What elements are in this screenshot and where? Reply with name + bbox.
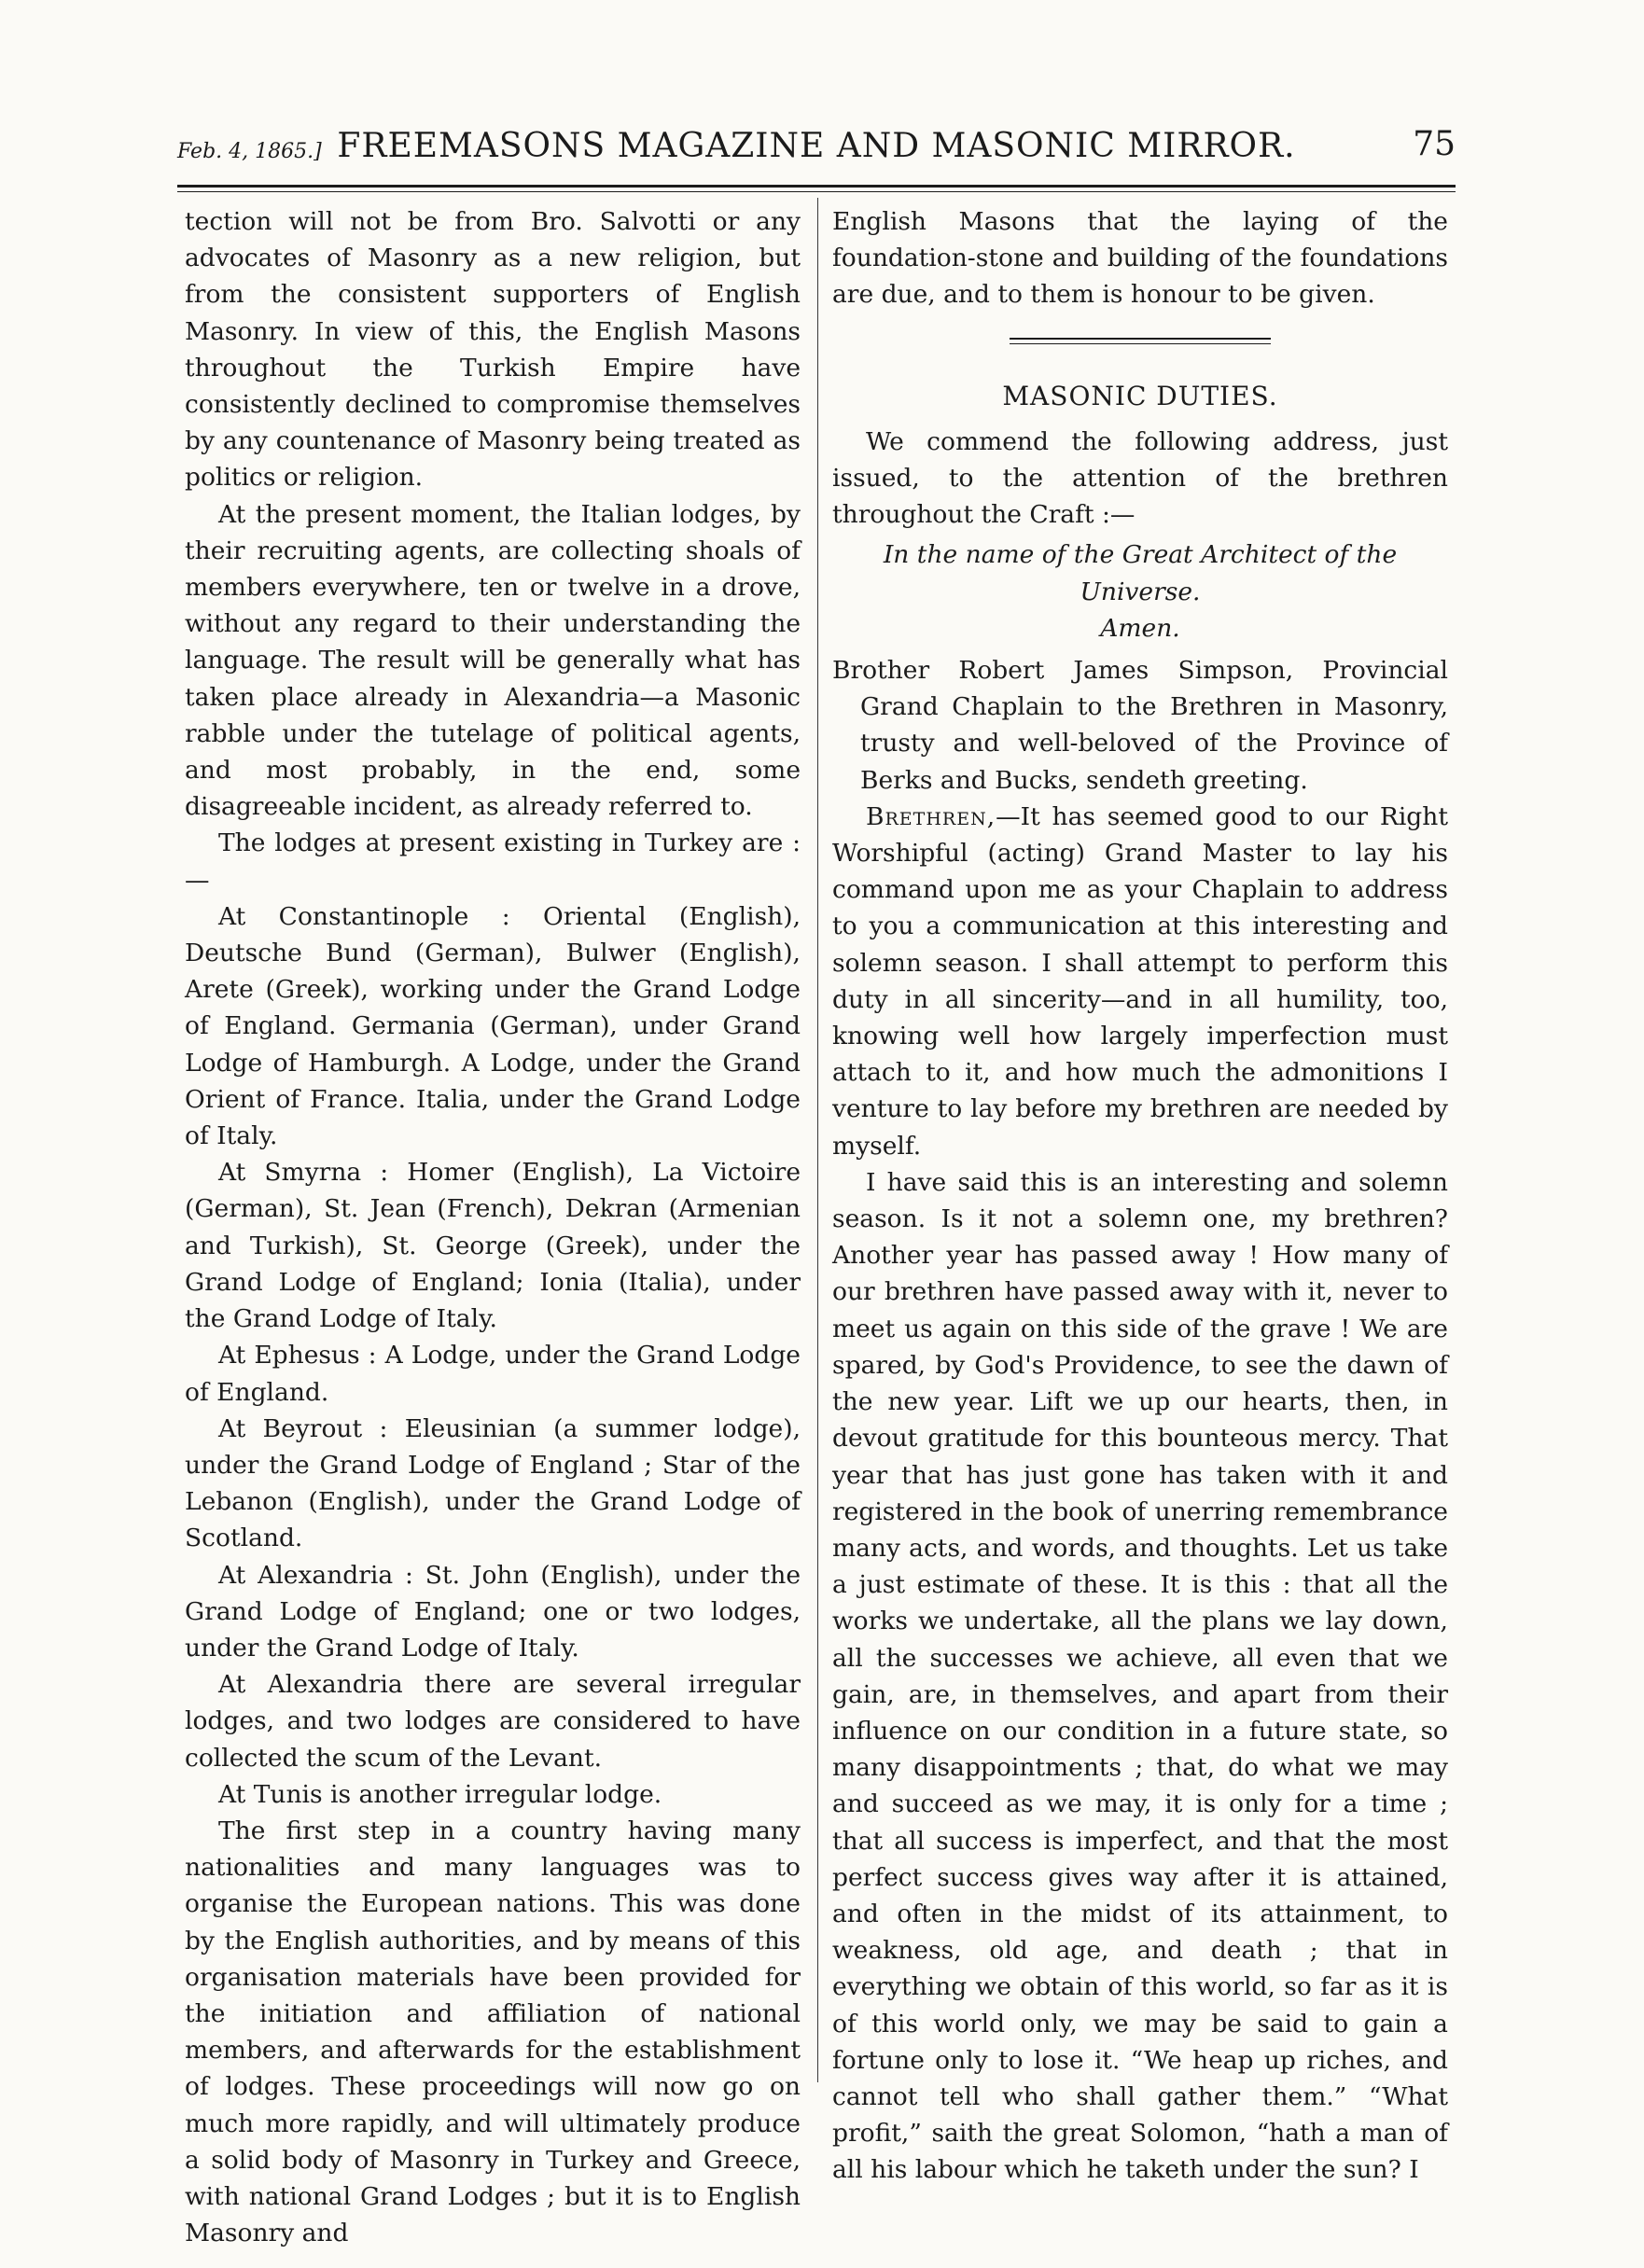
invocation xyxy=(832,536,1448,647)
paragraph: tection will not be from Bro. Salvotti or any advocates of Masonry as a new religion, but from the consistent supporters of English Masonry. In view of this, the English Masons throughout the Turkish Empire have consistently declined to compromise themselves by any countenance of Masonry being treated as politics or religion. xyxy=(185,207,801,493)
paragraph: At Tunis is another irregular lodge. xyxy=(218,1779,662,1809)
section-divider-rule xyxy=(1010,338,1271,344)
header-rule-thin xyxy=(177,191,1456,192)
left-column xyxy=(185,203,801,2251)
salutation: Brother Robert James Simpson, Provincial Grand Chaplain to the Brethren in Masonry, trusty and well-beloved of the Province of Berks and Bucks, sendeth greeting. xyxy=(832,656,1448,795)
paragraph: English Masons that the laying of the foundation-stone and building of the foundations are due, and to them is honour to be given. xyxy=(832,207,1448,310)
paragraph: The lodges at present existing in Turkey are :— xyxy=(185,828,801,895)
paragraph: At Ephesus : A Lodge, under the Grand Lodge of England. xyxy=(185,1341,801,1407)
paragraph: At Alexandria there are several irregular lodges, and two lodges are considered to have collected the scum of the Levant. xyxy=(185,1670,801,1773)
address-text: —It has seemed good to our Right Worshipful (acting) Grand Master to lay his command upon me as your Chaplain to address to you a communication at this interesting and solemn season. I shall attempt to perform this duty in all sincerity—and in all humility, too, knowing well how largely imperfection must attach to it, and how much the admonitions I venture to lay before my brethren are needed by myself. xyxy=(832,801,1448,1161)
section-title: MASONIC DUTIES. xyxy=(1002,380,1278,411)
column-divider xyxy=(817,198,818,2082)
issue-date: Feb. 4, 1865.] xyxy=(177,140,322,163)
magazine-title: FREEMASONS MAGAZINE AND MASONIC MIRROR. xyxy=(337,127,1296,165)
paragraph: At Constantinople : Oriental (English), Deutsche Bund (German), Bulwer (English), Arete (Greek), working under the Grand Lodge of England. Germania (German), under Grand Lodge of Hamburgh. A Lodge, under the Grand Orient of France. Italia, under the Grand Lodge of Italy. xyxy=(185,901,801,1151)
paragraph: At Alexandria : St. John (English), under the Grand Lodge of England; one or two lodges, under the Grand Lodge of Italy. xyxy=(185,1560,801,1663)
paragraph: At Beyrout : Eleusinian (a summer lodge), under the Grand Lodge of England ; Star of the Lebanon (English), under the Grand Lodge of Scotland. xyxy=(185,1413,801,1553)
page-header xyxy=(177,119,1456,175)
paragraph: The first step in a country having many nationalities and many languages was to organise the European nations. This was done by the English authorities, and by means of this organisation materials have been provided for the initiation and affiliation of national members, and afterwards for the establishment of lodges. These proceedings will now go on much more rapidly, and will ultimately produce a solid body of Masonry in Turkey and Greece, with national Grand Lodges ; but it is to English Masonry and xyxy=(185,1816,801,2248)
address-opening: Brethren, xyxy=(866,801,996,831)
paragraph: At the present moment, the Italian lodges, by their recruiting agents, are collecting shoals of members everywhere, ten or twelve in a drove, without any regard to their understanding the language. The result will be generally what has taken place already in Alexandria—a Masonic rabble under the tutelage of political agents, and most probably, in the end, some disagreeable incident, as already referred to. xyxy=(185,499,801,822)
page-number: 75 xyxy=(1413,125,1456,163)
address-paragraph xyxy=(832,799,1448,1164)
invocation-line: Amen. xyxy=(1100,613,1180,643)
invocation-line: In the name of the Great Architect of the Universe. xyxy=(883,540,1398,606)
address-paragraph: I have said this is an interesting and solemn season. Is it not a solemn one, my brethren? Another year has passed away ! How many of our brethren have passed away with it, never to meet us again on this side of the grave ! We are spared, by God's Providence, to see the dawn of the new year. Lift we up our hearts, then, in devout gratitude for this bounteous mercy. That year that has just gone has taken with it and registered in the book of unerring remembrance many acts, and words, and thoughts. Let us take a just estimate of these. It is this : that all the works we undertake, all the plans we lay down, all the successes we achieve, all even that we gain, are, in themselves, and apart from their influence on our condition in a future state, so many disappointments ; that, do what we may and succeed as we may, it is only for a time ; that all success is imperfect, and that the most perfect success gives way after it is attained, and often in the midst of its attainment, to weakness, old age, and death ; that in everything we obtain of this world, so far as it is of this world only, we may be said to gain a fortune only to lose it. “We heap up riches, and cannot tell who shall gather them.” “What profit,” saith the great Solomon, “hath a man of all his labour which he taketh under the sun? I xyxy=(832,1167,1448,2185)
right-column xyxy=(832,203,1448,2189)
intro-paragraph: We commend the following address, just issued, to the attention of the brethren throughout the Craft :— xyxy=(832,426,1448,530)
paragraph: At Smyrna : Homer (English), La Victoire (German), St. Jean (French), Dekran (Armenian and Turkish), St. George (Greek), under the Grand Lodge of England; Ionia (Italia), under the Grand Lodge of Italy. xyxy=(185,1158,801,1334)
header-rule-thick xyxy=(177,185,1456,188)
